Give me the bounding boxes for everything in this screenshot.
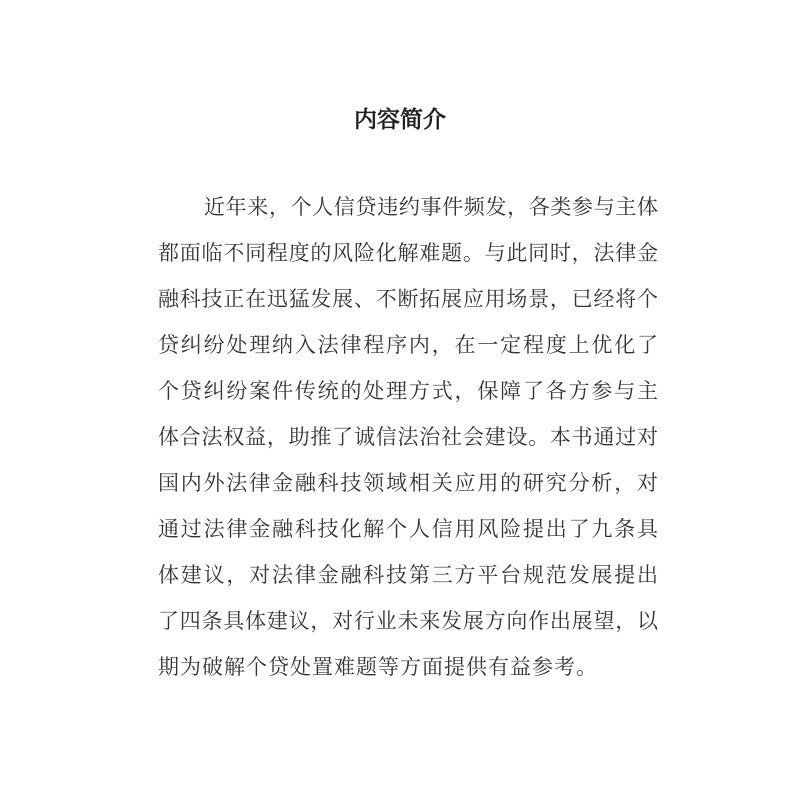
paragraph-line: 国内外法律金融科技领域相关应用的研究分析，对	[158, 471, 658, 495]
paragraph-line: 期为破解个贷处置难题等方面提供有益参考。	[158, 655, 598, 679]
paragraph-line: 通过法律金融科技化解个人信用风险提出了九条具	[158, 517, 658, 541]
paragraph-line: 融科技正在迅猛发展、不断拓展应用场景，已经将个	[158, 287, 658, 311]
paragraph-line: 体合法权益，助推了诚信法治社会建设。本书通过对	[158, 425, 658, 449]
paragraph-line: 近年来，个人信贷违约事件频发，各类参与主体	[204, 195, 658, 219]
intro-title: 内容简介	[354, 107, 446, 133]
paragraph-line: 体建议，对法律金融科技第三方平台规范发展提出	[158, 563, 658, 587]
paragraph-line: 了四条具体建议，对行业未来发展方向作出展望，以	[158, 609, 658, 633]
paragraph-line: 贷纠纷处理纳入法律程序内，在一定程度上优化了	[158, 333, 658, 357]
paragraph-line: 个贷纠纷案件传统的处理方式，保障了各方参与主	[158, 379, 658, 403]
intro-paragraph	[158, 184, 658, 690]
paragraph-line: 都面临不同程度的风险化解难题。与此同时，法律金	[158, 241, 658, 265]
